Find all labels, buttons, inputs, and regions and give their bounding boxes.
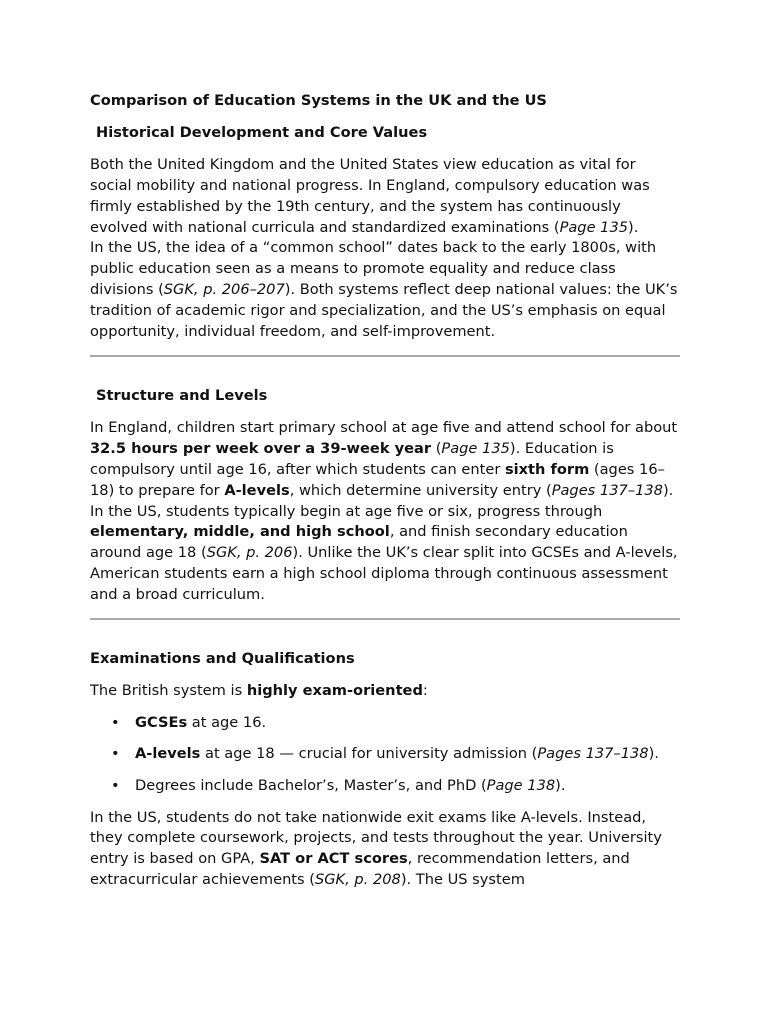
list-item	[90, 744, 680, 765]
section-heading-exams: Examinations and Qualifications	[90, 650, 355, 668]
list-item	[90, 776, 680, 797]
structure-uk-text-2: (	[431, 439, 442, 457]
bullet-degrees-text: Degrees include Bachelor’s, Master’s, and PhD (	[135, 776, 487, 794]
structure-uk-citation-2: Pages 137–138	[551, 481, 663, 499]
history-paragraph-us	[90, 238, 680, 343]
history-us-citation: SGK, p. 206–207	[163, 281, 285, 299]
document-title: Comparison of Education Systems in the UK and the US	[90, 92, 547, 109]
exams-us-citation: SGK, p. 208	[314, 871, 401, 889]
structure-uk-text-5: , which determine university entry (	[289, 481, 552, 499]
bullet-gcses-text: at age 16.	[187, 713, 267, 731]
structure-us-text-1: In the US, students typically begin at age five or six, progress through	[90, 502, 603, 520]
exams-us-sat-act: SAT or ACT scores	[259, 850, 408, 868]
structure-us-school-levels: elementary, middle, and high school	[90, 523, 390, 541]
exams-intro	[90, 681, 680, 702]
structure-uk-citation-1: Page 135	[441, 439, 510, 457]
structure-us-text-2: , and finish secondary education around age 18 (	[90, 523, 628, 562]
bullet-degrees-end: ).	[555, 776, 566, 794]
structure-uk-text-1: In England, children start primary school at age five and attend school for about	[90, 418, 678, 436]
bullet-gcses-label: GCSEs	[135, 713, 188, 731]
structure-paragraph-us	[90, 502, 680, 607]
structure-uk-text-4: (ages 16–18) to prepare for	[90, 460, 665, 499]
bullet-a-levels-end: ).	[648, 745, 659, 763]
exams-us-text-2: , recommendation letters, and extracurricular achievements (	[90, 850, 630, 889]
structure-uk-hours: 32.5 hours per week over a 39-week year	[90, 439, 432, 457]
section-heading-history: Historical Development and Core Values	[96, 123, 428, 141]
structure-uk-a-levels: A-levels	[224, 481, 290, 499]
exams-intro-colon: :	[422, 681, 428, 699]
structure-us-citation: SGK, p. 206	[206, 544, 293, 562]
exams-intro-text: The British system is	[90, 681, 247, 699]
bullet-degrees-citation: Page 138	[486, 776, 556, 794]
history-us-text: In the US, the idea of a “common school” dates back to the early 1800s, with public education seen as a means to promote equality and reduce class divisions (	[90, 239, 657, 299]
structure-paragraph-uk	[90, 418, 680, 502]
exams-bullet-list	[90, 713, 680, 797]
bullet-a-levels-citation: Pages 137–138	[537, 745, 649, 763]
structure-uk-text-3: ). Education is compulsory until age 16, after which students can enter	[90, 439, 614, 478]
exams-us-text-3: ). The US system	[400, 871, 525, 889]
exams-intro-emphasis: highly exam-oriented	[246, 681, 423, 699]
history-uk-text: Both the United Kingdom and the United States view education as vital for social mobility and national progress. In England, compulsory education was firmly established by the 19th century, and the system has continuously evolved with national curricula and standardized examinations (	[90, 155, 650, 236]
history-paragraph-uk	[90, 155, 680, 239]
bullet-a-levels-label: A-levels	[135, 745, 201, 763]
structure-uk-text-6: ).	[662, 481, 674, 499]
exams-us-text-1: In the US, students do not take nationwide exit exams like A-levels. Instead, they complete coursework, projects, and tests throughout the year. University entry is based on GPA,	[90, 808, 662, 868]
structure-uk-sixth-form: sixth form	[504, 460, 590, 478]
history-uk-citation: Page 135	[559, 218, 629, 236]
bullet-icon: •	[111, 713, 120, 731]
history-us-text-end: ). Both systems reflect deep national values: the UK’s tradition of academic rigor and specialization, and the US’s emphasis on equal opportunity, individual freedom, and self-improvement.	[90, 281, 678, 341]
exams-paragraph-us	[90, 808, 680, 892]
structure-us-text-3: ). Unlike the UK’s clear split into GCSEs and A-levels, American students earn a high school diploma through continuous assessment and a broad curriculum.	[90, 544, 678, 604]
list-item	[90, 713, 680, 734]
section-heading-structure: Structure and Levels	[96, 386, 268, 404]
bullet-icon: •	[111, 745, 120, 763]
bullet-icon: •	[111, 776, 120, 794]
bullet-a-levels-text: at age 18 — crucial for university admission (	[200, 745, 538, 763]
document-body	[90, 91, 680, 902]
history-uk-text-end: ).	[628, 218, 639, 236]
